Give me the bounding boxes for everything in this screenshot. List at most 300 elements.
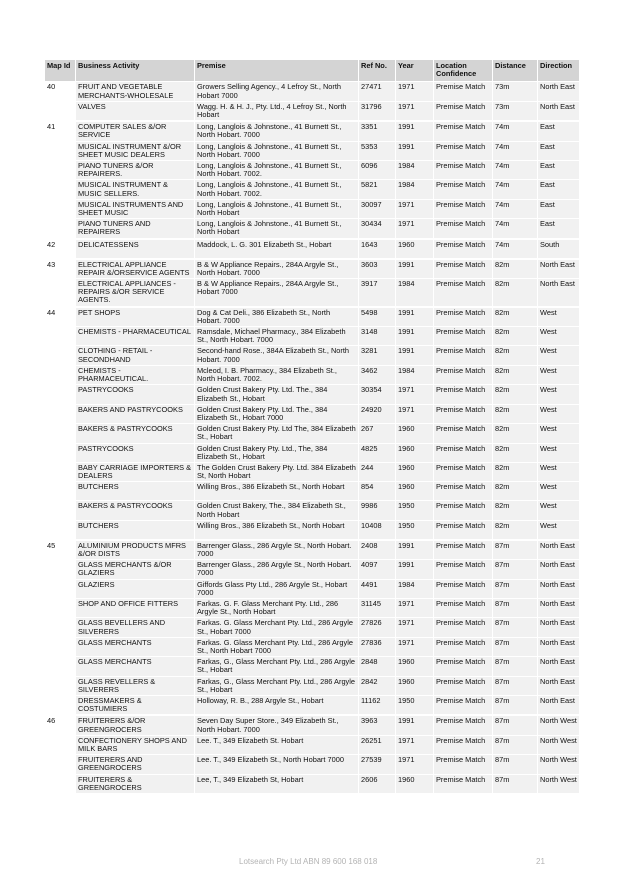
cell-premise: Golden Crust Bakery Pty. Ltd. The., 384 Elizabeth St., Hobart — [195, 385, 359, 404]
cell-direction: East — [538, 161, 580, 180]
table-row — [45, 101, 580, 121]
cell-direction: North East — [538, 598, 580, 617]
table-row — [45, 735, 580, 754]
cell-ref-no: 24920 — [359, 404, 396, 423]
cell-ref-no: 3351 — [359, 121, 396, 141]
cell-direction: North East — [538, 101, 580, 121]
cell-ref-no: 2606 — [359, 774, 396, 793]
cell-business-activity: PIANO TUNERS AND REPAIRERS — [76, 219, 195, 239]
cell-business-activity: GLAZIERS — [76, 579, 195, 598]
cell-location-confidence: Premise Match — [434, 657, 493, 676]
cell-distance: 82m — [493, 365, 538, 384]
cell-distance: 74m — [493, 239, 538, 259]
cell-ref-no: 27471 — [359, 82, 396, 101]
cell-location-confidence: Premise Match — [434, 735, 493, 754]
cell-business-activity: MUSICAL INSTRUMENTS AND SHEET MUSIC — [76, 199, 195, 218]
cell-premise: Growers Selling Agency., 4 Lefroy St., North Hobart 7000 — [195, 82, 359, 101]
cell-map-id — [45, 199, 76, 218]
cell-direction: East — [538, 219, 580, 239]
cell-direction: West — [538, 424, 580, 443]
cell-map-id — [45, 657, 76, 676]
table-row — [45, 657, 580, 676]
cell-map-id — [45, 141, 76, 160]
cell-distance: 82m — [493, 520, 538, 540]
cell-distance: 87m — [493, 637, 538, 656]
cell-direction: North East — [538, 560, 580, 579]
table-row — [45, 180, 580, 199]
cell-business-activity: PIANO TUNERS &/OR REPAIRERS. — [76, 161, 195, 180]
cell-direction: East — [538, 180, 580, 199]
cell-year: 1991 — [396, 346, 434, 365]
cell-location-confidence: Premise Match — [434, 501, 493, 520]
cell-premise: Second-hand Rose., 384A Elizabeth St., North Hobart. 7000 — [195, 346, 359, 365]
header-ref-no: Ref No. — [359, 60, 396, 82]
cell-premise: Golden Crust Bakery, The., 384 Elizabeth St., North Hobart — [195, 501, 359, 520]
header-business-activity: Business Activity — [76, 60, 195, 82]
cell-map-id — [45, 482, 76, 501]
cell-distance: 82m — [493, 327, 538, 346]
table-row — [45, 307, 580, 327]
cell-business-activity: PASTRYCOOKS — [76, 385, 195, 404]
table-row — [45, 695, 580, 715]
cell-location-confidence: Premise Match — [434, 540, 493, 560]
cell-premise: Mcleod, I. B. Pharmacy., 384 Elizabeth St., North Hobart. 7002. — [195, 365, 359, 384]
cell-distance: 74m — [493, 121, 538, 141]
cell-year: 1984 — [396, 161, 434, 180]
cell-business-activity: COMPUTER SALES &/OR SERVICE — [76, 121, 195, 141]
cell-map-id — [45, 365, 76, 384]
cell-premise: Holloway, R. B., 288 Argyle St., Hobart — [195, 695, 359, 715]
cell-distance: 87m — [493, 676, 538, 695]
cell-year: 1971 — [396, 385, 434, 404]
cell-year: 1991 — [396, 560, 434, 579]
cell-ref-no: 30434 — [359, 219, 396, 239]
table-header-row — [45, 60, 580, 82]
cell-location-confidence: Premise Match — [434, 482, 493, 501]
cell-direction: West — [538, 327, 580, 346]
cell-map-id — [45, 346, 76, 365]
cell-distance: 82m — [493, 307, 538, 327]
cell-distance: 87m — [493, 598, 538, 617]
cell-ref-no: 5498 — [359, 307, 396, 327]
cell-direction: West — [538, 520, 580, 540]
cell-distance: 87m — [493, 540, 538, 560]
cell-ref-no: 5821 — [359, 180, 396, 199]
table-row — [45, 199, 580, 218]
cell-business-activity: VALVES — [76, 101, 195, 121]
cell-year: 1950 — [396, 520, 434, 540]
header-direction: Direction — [538, 60, 580, 82]
cell-location-confidence: Premise Match — [434, 560, 493, 579]
table-row — [45, 443, 580, 462]
cell-direction: West — [538, 365, 580, 384]
cell-map-id — [45, 327, 76, 346]
table-row — [45, 676, 580, 695]
cell-map-id — [45, 618, 76, 637]
cell-map-id — [45, 501, 76, 520]
cell-business-activity: GLASS MERCHANTS — [76, 657, 195, 676]
cell-map-id: 42 — [45, 239, 76, 259]
cell-map-id — [45, 560, 76, 579]
cell-direction: North West — [538, 735, 580, 754]
cell-location-confidence: Premise Match — [434, 199, 493, 218]
cell-year: 1991 — [396, 307, 434, 327]
cell-map-id — [45, 404, 76, 423]
cell-premise: Long, Langlois & Johnstone., 41 Burnett St., North Hobart. 7000 — [195, 141, 359, 160]
cell-ref-no: 3963 — [359, 715, 396, 735]
cell-location-confidence: Premise Match — [434, 259, 493, 279]
cell-map-id: 45 — [45, 540, 76, 560]
cell-direction: West — [538, 482, 580, 501]
cell-location-confidence: Premise Match — [434, 443, 493, 462]
cell-distance: 82m — [493, 424, 538, 443]
cell-direction: North East — [538, 579, 580, 598]
cell-year: 1950 — [396, 501, 434, 520]
cell-premise: Long, Langlois & Johnstone., 41 Burnett St., North Hobart — [195, 199, 359, 218]
cell-year: 1984 — [396, 180, 434, 199]
cell-direction: West — [538, 462, 580, 481]
cell-business-activity: ALUMINIUM PRODUCTS MFRS &/OR DISTS — [76, 540, 195, 560]
cell-premise: B & W Appliance Repairs., 284A Argyle St., North Hobart. 7000 — [195, 259, 359, 279]
table-row — [45, 385, 580, 404]
cell-year: 1960 — [396, 482, 434, 501]
table-row — [45, 327, 580, 346]
cell-year: 1960 — [396, 424, 434, 443]
cell-distance: 87m — [493, 695, 538, 715]
cell-ref-no: 30097 — [359, 199, 396, 218]
cell-business-activity: CLOTHING - RETAIL - SECONDHAND — [76, 346, 195, 365]
cell-year: 1960 — [396, 443, 434, 462]
cell-premise: Long, Langlois & Johnstone., 41 Burnett St., North Hobart — [195, 219, 359, 239]
cell-map-id — [45, 695, 76, 715]
cell-ref-no: 4491 — [359, 579, 396, 598]
table-row — [45, 239, 580, 259]
cell-ref-no: 27836 — [359, 637, 396, 656]
cell-year: 1971 — [396, 404, 434, 423]
cell-premise: Long, Langlois & Johnstone., 41 Burnett St., North Hobart. 7002. — [195, 161, 359, 180]
header-distance: Distance — [493, 60, 538, 82]
cell-map-id — [45, 755, 76, 774]
cell-business-activity: BAKERS & PASTRYCOOKS — [76, 424, 195, 443]
cell-premise: Farkas, G., Glass Merchant Pty. Ltd., 286 Argyle St., Hobart — [195, 657, 359, 676]
cell-business-activity: BAKERS AND PASTRYCOOKS — [76, 404, 195, 423]
cell-location-confidence: Premise Match — [434, 101, 493, 121]
cell-distance: 87m — [493, 735, 538, 754]
cell-distance: 87m — [493, 657, 538, 676]
cell-direction: East — [538, 121, 580, 141]
table-body — [45, 82, 580, 794]
cell-business-activity: MUSICAL INSTRUMENT & MUSIC SELLERS. — [76, 180, 195, 199]
cell-year: 1991 — [396, 327, 434, 346]
cell-business-activity: FRUITERERS & GREENGROCERS — [76, 774, 195, 793]
cell-premise: Giffords Glass Pty Ltd., 286 Argyle St., Hobart 7000 — [195, 579, 359, 598]
cell-premise: Dog & Cat Deli., 386 Elizabeth St., North Hobart. 7000 — [195, 307, 359, 327]
cell-business-activity: BABY CARRIAGE IMPORTERS & DEALERS — [76, 462, 195, 481]
table-row — [45, 482, 580, 501]
cell-location-confidence: Premise Match — [434, 424, 493, 443]
cell-location-confidence: Premise Match — [434, 365, 493, 384]
cell-location-confidence: Premise Match — [434, 121, 493, 141]
header-map-id: Map Id — [45, 60, 76, 82]
cell-premise: Maddock, L. G. 301 Elizabeth St., Hobart — [195, 239, 359, 259]
cell-map-id — [45, 385, 76, 404]
cell-business-activity: FRUITERERS AND GREENGROCERS — [76, 755, 195, 774]
cell-map-id — [45, 774, 76, 793]
cell-premise: Golden Crust Bakery Pty. Ltd., The, 384 Elizabeth St., Hobart — [195, 443, 359, 462]
table-row — [45, 637, 580, 656]
cell-premise: Golden Crust Bakery Pty. Ltd The, 384 Elizabeth St., Hobart — [195, 424, 359, 443]
table-row — [45, 346, 580, 365]
cell-ref-no: 2848 — [359, 657, 396, 676]
cell-year: 1960 — [396, 774, 434, 793]
cell-ref-no: 2842 — [359, 676, 396, 695]
cell-map-id — [45, 180, 76, 199]
cell-direction: North East — [538, 695, 580, 715]
cell-premise: Golden Crust Bakery Pty. Ltd. The., 384 Elizabeth St., Hobart 7000 — [195, 404, 359, 423]
cell-business-activity: BAKERS & PASTRYCOOKS — [76, 501, 195, 520]
cell-direction: North East — [538, 540, 580, 560]
cell-business-activity: PET SHOPS — [76, 307, 195, 327]
cell-location-confidence: Premise Match — [434, 180, 493, 199]
cell-year: 1991 — [396, 259, 434, 279]
cell-map-id — [45, 424, 76, 443]
cell-direction: North East — [538, 279, 580, 307]
cell-location-confidence: Premise Match — [434, 695, 493, 715]
cell-business-activity: DELICATESSENS — [76, 239, 195, 259]
cell-map-id — [45, 520, 76, 540]
cell-year: 1971 — [396, 219, 434, 239]
table-row — [45, 618, 580, 637]
cell-distance: 74m — [493, 180, 538, 199]
cell-location-confidence: Premise Match — [434, 404, 493, 423]
cell-location-confidence: Premise Match — [434, 676, 493, 695]
cell-year: 1960 — [396, 239, 434, 259]
cell-year: 1950 — [396, 695, 434, 715]
cell-premise: Barrenger Glass., 286 Argyle St., North Hobart. 7000 — [195, 560, 359, 579]
cell-premise: Wagg. H. & H. J., Pty. Ltd., 4 Lefroy St., North Hobart — [195, 101, 359, 121]
cell-ref-no: 31145 — [359, 598, 396, 617]
cell-location-confidence: Premise Match — [434, 141, 493, 160]
table-row — [45, 540, 580, 560]
cell-year: 1984 — [396, 579, 434, 598]
cell-premise: Lee. T., 349 Elizabeth St. Hobart — [195, 735, 359, 754]
cell-ref-no: 2408 — [359, 540, 396, 560]
cell-year: 1991 — [396, 715, 434, 735]
cell-direction: West — [538, 307, 580, 327]
cell-direction: North East — [538, 637, 580, 656]
cell-ref-no: 244 — [359, 462, 396, 481]
cell-distance: 82m — [493, 482, 538, 501]
cell-year: 1971 — [396, 618, 434, 637]
table-row — [45, 501, 580, 520]
cell-distance: 74m — [493, 199, 538, 218]
table-row — [45, 560, 580, 579]
cell-ref-no: 4097 — [359, 560, 396, 579]
cell-distance: 82m — [493, 279, 538, 307]
cell-year: 1971 — [396, 637, 434, 656]
header-year: Year — [396, 60, 434, 82]
cell-direction: North East — [538, 259, 580, 279]
cell-premise: Farkas. G. Glass Merchant Pty. Ltd., 286 Argyle St., North Hobart 7000 — [195, 637, 359, 656]
table-row — [45, 755, 580, 774]
table-row — [45, 598, 580, 617]
cell-distance: 82m — [493, 404, 538, 423]
cell-premise: Ramsdale, Michael Pharmacy., 384 Elizabeth St., North Hobart. 7000 — [195, 327, 359, 346]
cell-distance: 82m — [493, 385, 538, 404]
cell-distance: 74m — [493, 161, 538, 180]
cell-distance: 87m — [493, 579, 538, 598]
cell-premise: Willing Bros., 386 Elizabeth St., North Hobart — [195, 482, 359, 501]
cell-business-activity: BUTCHERS — [76, 482, 195, 501]
cell-location-confidence: Premise Match — [434, 715, 493, 735]
cell-ref-no: 6096 — [359, 161, 396, 180]
cell-ref-no: 31796 — [359, 101, 396, 121]
cell-ref-no: 26251 — [359, 735, 396, 754]
cell-premise: Long, Langlois & Johnstone., 41 Burnett St., North Hobart. 7000 — [195, 121, 359, 141]
cell-direction: North East — [538, 82, 580, 101]
cell-direction: East — [538, 199, 580, 218]
cell-distance: 87m — [493, 715, 538, 735]
cell-ref-no: 4825 — [359, 443, 396, 462]
cell-business-activity: ELECTRICAL APPLIANCE REPAIR &/ORSERVICE AGENTS — [76, 259, 195, 279]
cell-location-confidence: Premise Match — [434, 82, 493, 101]
cell-year: 1971 — [396, 598, 434, 617]
cell-map-id — [45, 462, 76, 481]
cell-location-confidence: Premise Match — [434, 219, 493, 239]
cell-premise: Farkas, G., Glass Merchant Pty. Ltd., 286 Argyle St., Hobart — [195, 676, 359, 695]
cell-business-activity: CHEMISTS - PHARMACEUTICAL. — [76, 365, 195, 384]
cell-direction: North West — [538, 715, 580, 735]
cell-premise: Long, Langlois & Johnstone., 41 Burnett St., North Hobart. 7002. — [195, 180, 359, 199]
table-row — [45, 462, 580, 481]
cell-premise: Barrenger Glass., 286 Argyle St., North Hobart. 7000 — [195, 540, 359, 560]
cell-map-id — [45, 637, 76, 656]
cell-location-confidence: Premise Match — [434, 307, 493, 327]
cell-business-activity: GLASS BEVELLERS AND SILVERERS — [76, 618, 195, 637]
cell-year: 1971 — [396, 735, 434, 754]
table-row — [45, 161, 580, 180]
cell-premise: B & W Appliance Repairs., 284A Argyle St., Hobart 7000 — [195, 279, 359, 307]
cell-business-activity: SHOP AND OFFICE FITTERS — [76, 598, 195, 617]
cell-ref-no: 9986 — [359, 501, 396, 520]
cell-map-id — [45, 735, 76, 754]
cell-direction: North West — [538, 774, 580, 793]
cell-ref-no: 30354 — [359, 385, 396, 404]
cell-direction: West — [538, 346, 580, 365]
cell-distance: 73m — [493, 82, 538, 101]
cell-distance: 74m — [493, 141, 538, 160]
business-directory-table — [44, 59, 580, 794]
table-row — [45, 82, 580, 101]
cell-distance: 87m — [493, 618, 538, 637]
cell-premise: Farkas. G. F. Glass Merchant Pty. Ltd., 286 Argyle St., North Hobart — [195, 598, 359, 617]
cell-year: 1971 — [396, 82, 434, 101]
header-location-confidence: Location Confidence — [434, 60, 493, 82]
table-row — [45, 520, 580, 540]
cell-premise: Farkas. G. Glass Merchant Pty. Ltd., 286 Argyle St., Hobart 7000 — [195, 618, 359, 637]
cell-premise: Lee, T., 349 Elizabeth St, Hobart — [195, 774, 359, 793]
cell-business-activity: BUTCHERS — [76, 520, 195, 540]
cell-ref-no: 3462 — [359, 365, 396, 384]
cell-ref-no: 267 — [359, 424, 396, 443]
header-premise: Premise — [195, 60, 359, 82]
table-row — [45, 141, 580, 160]
cell-premise: The Golden Crust Bakery Pty. Ltd. 384 Elizabeth St, North Hobart — [195, 462, 359, 481]
cell-premise: Willing Bros., 386 Elizabeth St., North Hobart — [195, 520, 359, 540]
cell-direction: North East — [538, 676, 580, 695]
cell-year: 1960 — [396, 657, 434, 676]
cell-business-activity: CHEMISTS - PHARMACEUTICAL — [76, 327, 195, 346]
cell-map-id: 43 — [45, 259, 76, 279]
cell-premise: Lee. T., 349 Elizabeth St., North Hobart 7000 — [195, 755, 359, 774]
cell-location-confidence: Premise Match — [434, 520, 493, 540]
cell-business-activity: GLASS MERCHANTS &/OR GLAZIERS — [76, 560, 195, 579]
cell-direction: North East — [538, 657, 580, 676]
cell-year: 1991 — [396, 121, 434, 141]
cell-map-id — [45, 279, 76, 307]
cell-ref-no: 3148 — [359, 327, 396, 346]
cell-ref-no: 3603 — [359, 259, 396, 279]
cell-distance: 82m — [493, 346, 538, 365]
cell-premise: Seven Day Super Store., 349 Elizabeth St., North Hobart. 7000 — [195, 715, 359, 735]
cell-location-confidence: Premise Match — [434, 327, 493, 346]
cell-distance: 73m — [493, 101, 538, 121]
cell-year: 1971 — [396, 755, 434, 774]
footer-company: Lotsearch Pty Ltd ABN 89 600 168 018 — [239, 857, 378, 866]
cell-business-activity: GLASS MERCHANTS — [76, 637, 195, 656]
table-row — [45, 219, 580, 239]
cell-business-activity: PASTRYCOOKS — [76, 443, 195, 462]
cell-direction: West — [538, 404, 580, 423]
cell-direction: North East — [538, 618, 580, 637]
cell-location-confidence: Premise Match — [434, 598, 493, 617]
cell-direction: West — [538, 501, 580, 520]
cell-ref-no: 3281 — [359, 346, 396, 365]
cell-map-id: 41 — [45, 121, 76, 141]
cell-map-id: 46 — [45, 715, 76, 735]
table-row — [45, 404, 580, 423]
cell-ref-no: 11162 — [359, 695, 396, 715]
cell-business-activity: FRUITERERS &/OR GREENGROCERS — [76, 715, 195, 735]
table-row — [45, 279, 580, 307]
cell-map-id — [45, 579, 76, 598]
cell-year: 1991 — [396, 141, 434, 160]
cell-ref-no: 854 — [359, 482, 396, 501]
cell-distance: 82m — [493, 443, 538, 462]
cell-map-id: 40 — [45, 82, 76, 101]
cell-map-id: 44 — [45, 307, 76, 327]
table-row — [45, 121, 580, 141]
table-row — [45, 424, 580, 443]
cell-ref-no: 27826 — [359, 618, 396, 637]
cell-location-confidence: Premise Match — [434, 637, 493, 656]
cell-direction: East — [538, 141, 580, 160]
table-row — [45, 579, 580, 598]
cell-distance: 87m — [493, 560, 538, 579]
cell-ref-no: 1643 — [359, 239, 396, 259]
cell-business-activity: GLASS REVELLERS & SILVERERS — [76, 676, 195, 695]
table-row — [45, 774, 580, 793]
cell-direction: North West — [538, 755, 580, 774]
cell-location-confidence: Premise Match — [434, 774, 493, 793]
cell-year: 1991 — [396, 540, 434, 560]
cell-map-id — [45, 161, 76, 180]
cell-ref-no: 3917 — [359, 279, 396, 307]
cell-distance: 82m — [493, 462, 538, 481]
page-number: 21 — [536, 857, 545, 866]
cell-map-id — [45, 219, 76, 239]
table-row — [45, 259, 580, 279]
